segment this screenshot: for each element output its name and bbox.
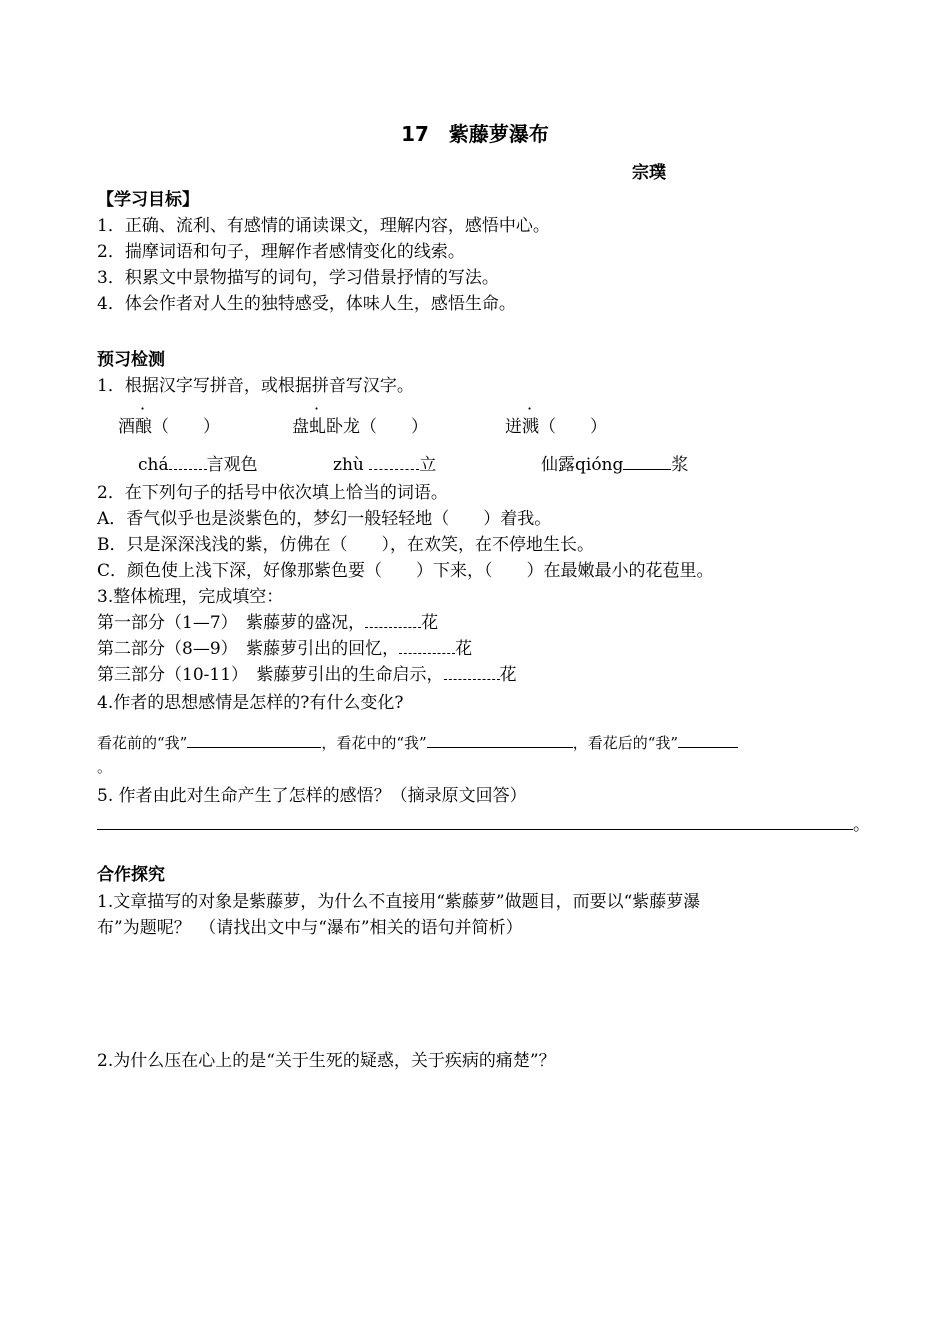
pinyin-cha: chá 言观色 bbox=[138, 455, 258, 475]
question-1: 1．根据汉字写拼音，或根据拼音写汉字。 bbox=[97, 376, 414, 396]
cooperate-question-1-cont: 布”为题呢？ （请找出文中与“瀑布”相关的语句并简析） bbox=[97, 918, 523, 938]
objective-item: 4．体会作者对人生的独特感受，体味人生，感悟生命。 bbox=[97, 294, 516, 314]
objective-item: 3．积累文中景物描写的词句，学习借景抒情的写法。 bbox=[97, 268, 499, 288]
emphasis-dot-char: 酿 bbox=[135, 417, 152, 437]
part-3: 第三部分（10-11） 紫藤萝引出的生命启示， 花 bbox=[97, 665, 517, 685]
question-2b: B．只是深深浅浅的紫，仿佛在（ ），在欢笑，在不停地生长。 bbox=[97, 535, 594, 555]
word-panqiu: 盘虬卧龙（ ） bbox=[292, 417, 428, 437]
page-title: 17 紫藤萝瀑布 bbox=[401, 122, 549, 146]
pinyin-qiong: 仙露qióng 浆 bbox=[541, 455, 689, 475]
preview-heading: 预习检测 bbox=[97, 350, 165, 370]
answer-blank[interactable] bbox=[369, 455, 419, 470]
answer-blank[interactable] bbox=[187, 731, 321, 748]
answer-blank[interactable] bbox=[97, 813, 853, 830]
objective-item: 2．揣摩词语和句子，理解作者感情变化的线索。 bbox=[97, 242, 465, 262]
question-2: 2．在下列句子的括号中依次填上恰当的词语。 bbox=[97, 483, 448, 503]
question-5-answer-line: 。 bbox=[97, 810, 870, 835]
answer-blank[interactable] bbox=[678, 731, 738, 748]
answer-blank[interactable] bbox=[365, 613, 421, 628]
pinyin-zhu: zhù 立 bbox=[333, 455, 437, 475]
question-4: 4.作者的思想感情是怎样的?有什么变化? bbox=[97, 693, 404, 713]
question-4-answer-line: 看花前的“我” ，看花中的“我” ，看花后的“我” bbox=[97, 731, 738, 753]
question-3: 3.整体梳理，完成填空： bbox=[97, 587, 284, 607]
answer-blank[interactable] bbox=[169, 455, 207, 470]
question-2c: C．颜色使上浅下深，好像那紫色要（ ）下来，（ ）在最嫩最小的花苞里。 bbox=[97, 561, 714, 581]
part-2: 第二部分（8—9） 紫藤萝引出的回忆， 花 bbox=[97, 639, 473, 659]
word-jiuniang: 酒酿（ ） bbox=[118, 417, 220, 437]
cooperate-heading: 合作探究 bbox=[97, 865, 165, 885]
question-5: 5. 作者由此对生命产生了怎样的感悟？（摘录原文回答） bbox=[97, 786, 527, 806]
answer-blank[interactable] bbox=[399, 639, 455, 654]
objective-item: 1．正确、流利、有感情的诵读课文，理解内容，感悟中心。 bbox=[97, 216, 550, 236]
question-2a: A．香气似乎也是淡紫色的，梦幻一般轻轻地（ ）着我。 bbox=[97, 509, 552, 529]
sentence-end-mark: 。 bbox=[97, 758, 113, 776]
objectives-heading: 【学习目标】 bbox=[97, 190, 199, 210]
part-1: 第一部分（1—7） 紫藤萝的盛况， 花 bbox=[97, 613, 439, 633]
answer-blank[interactable] bbox=[623, 453, 671, 470]
answer-blank[interactable] bbox=[427, 731, 573, 748]
emphasis-dot-char: 溅 bbox=[522, 417, 539, 437]
cooperate-question-2: 2.为什么压在心上的是“关于生死的疑惑，关于疾病的痛楚”？ bbox=[97, 1051, 556, 1071]
author-name: 宗璞 bbox=[632, 163, 666, 183]
emphasis-dot-char: 虬 bbox=[309, 417, 326, 437]
word-bengjian: 迸溅（ ） bbox=[505, 417, 607, 437]
answer-blank[interactable] bbox=[444, 665, 500, 680]
cooperate-question-1: 1.文章描写的对象是紫藤萝，为什么不直接用“紫藤萝”做题目，而要以“紫藤萝瀑 bbox=[97, 892, 701, 912]
